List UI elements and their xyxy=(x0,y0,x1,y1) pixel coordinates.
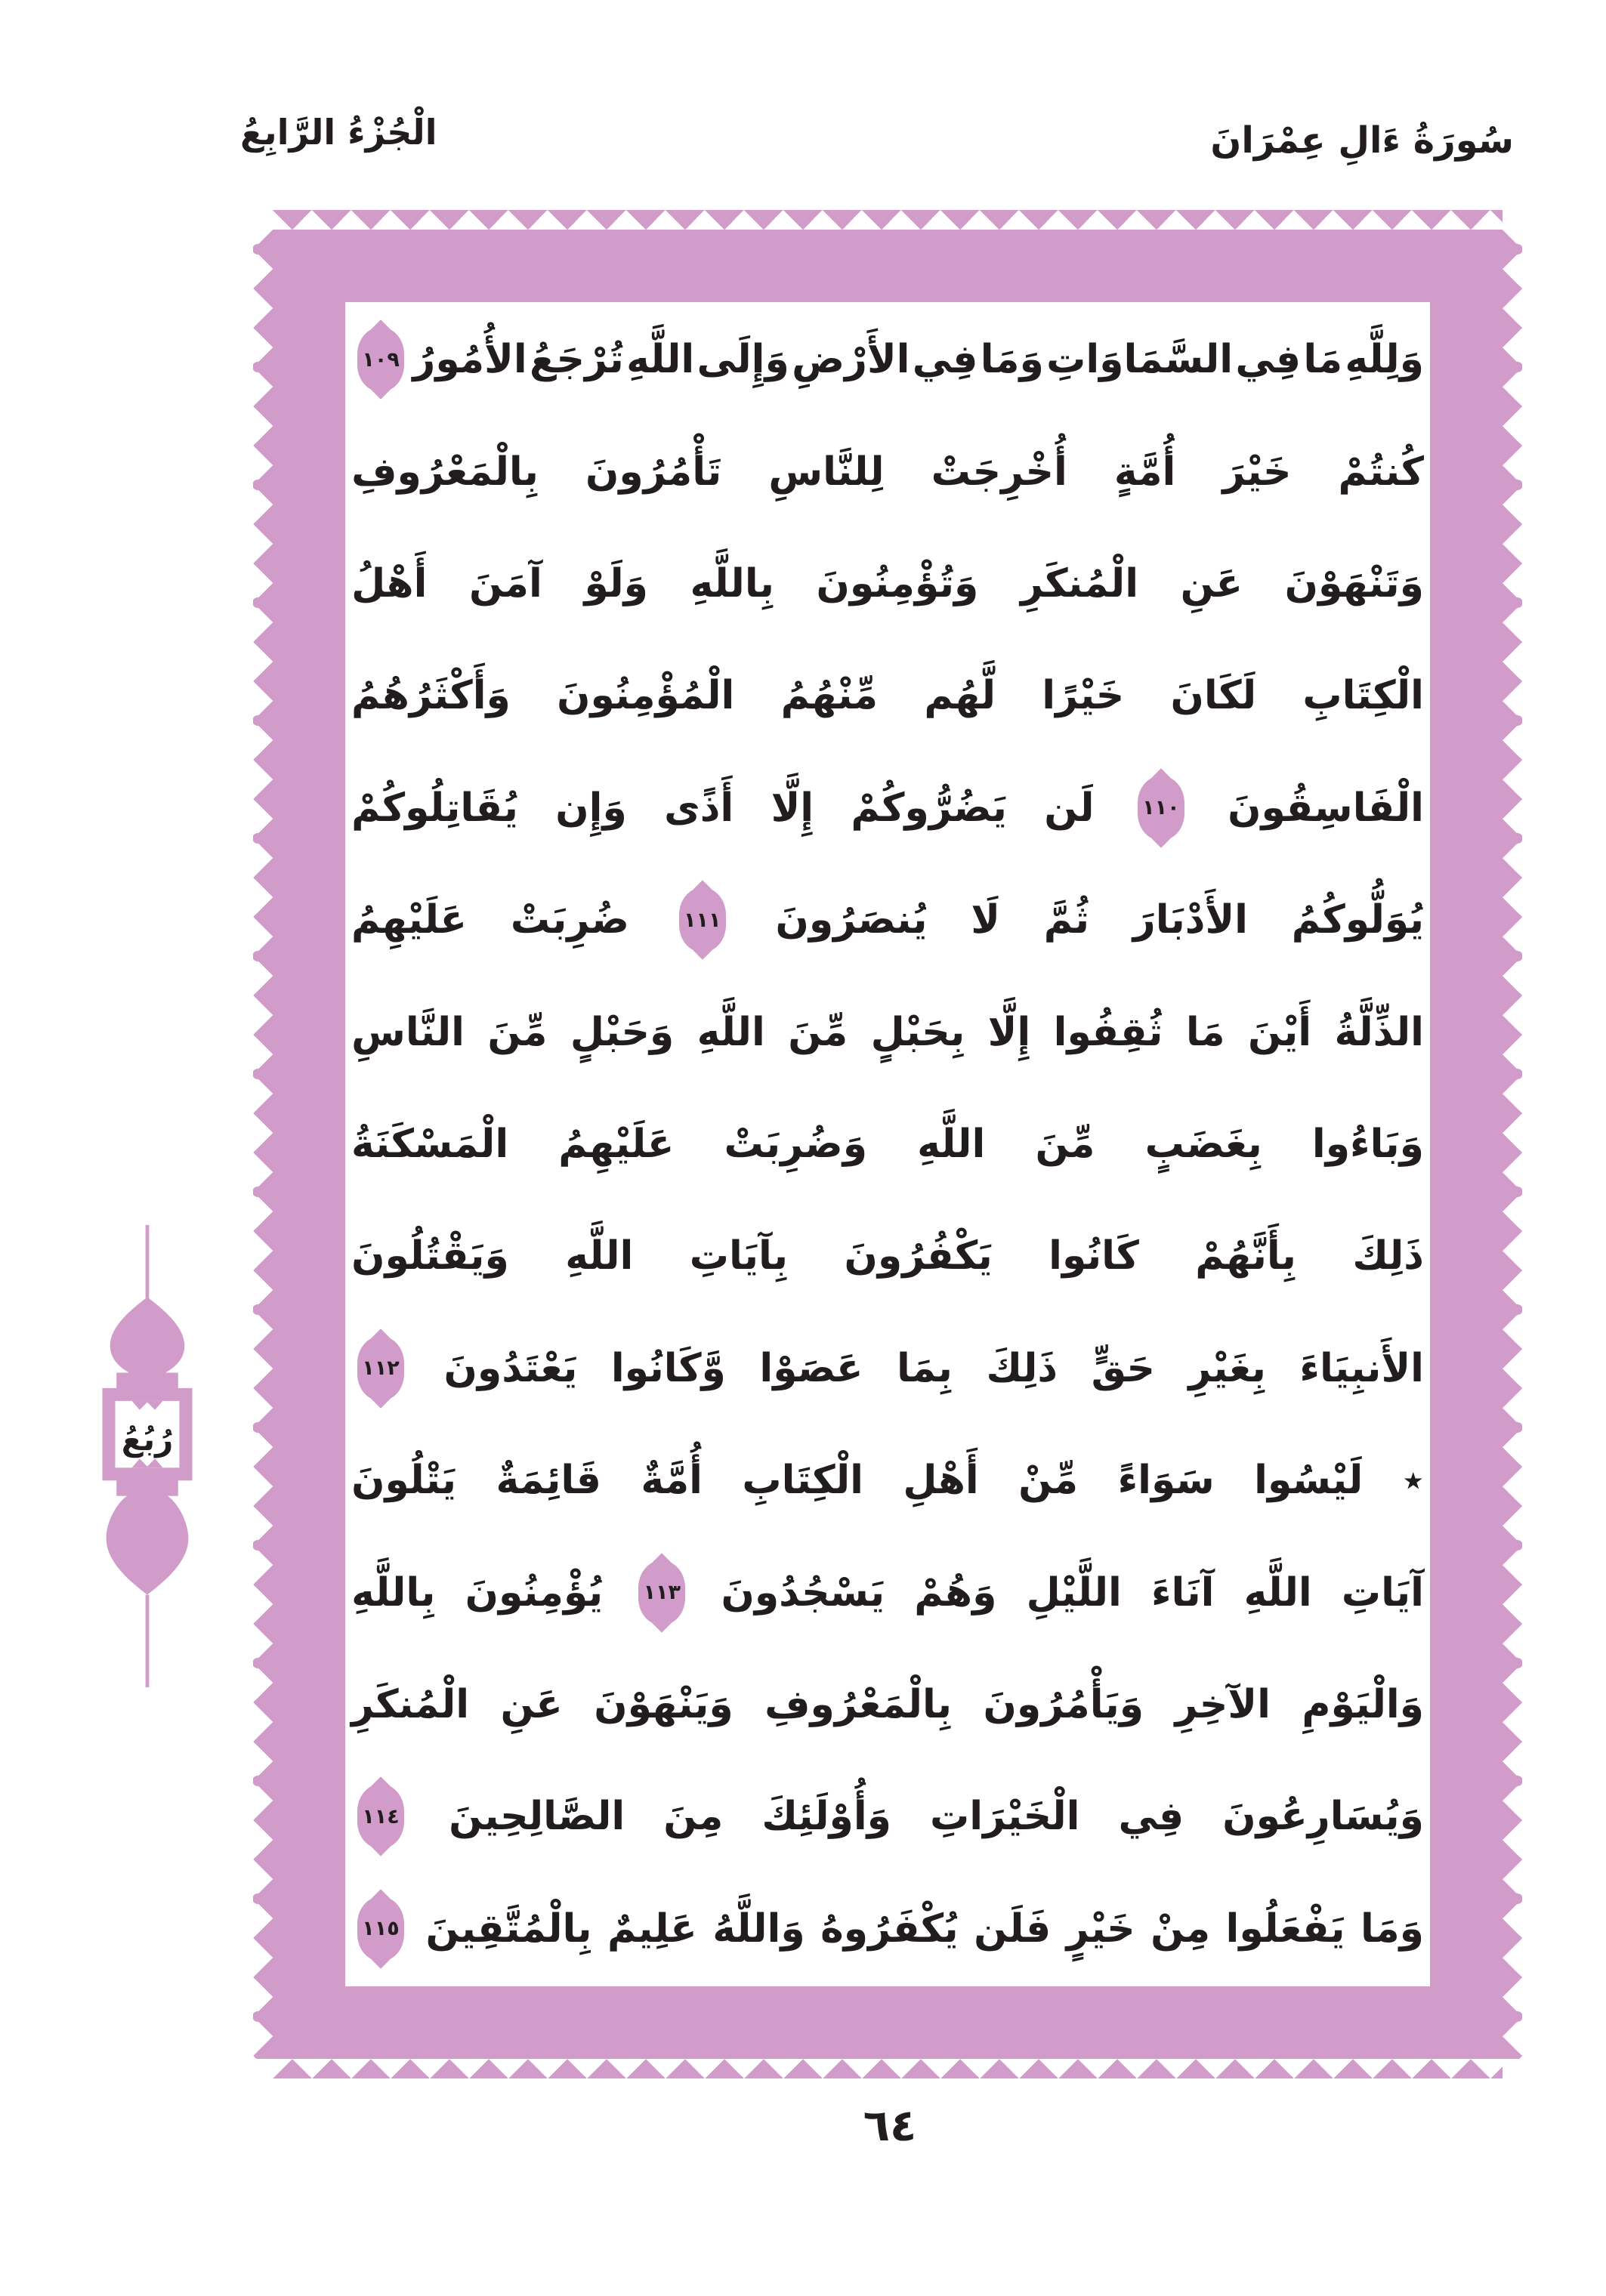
frame-zigzag-top xyxy=(273,210,1503,230)
verse-word: وَيَنْهَوْنَ xyxy=(594,1682,734,1728)
verse-word: الْكِتَابِ xyxy=(1302,673,1424,719)
verse-word: يَتْلُونَ xyxy=(351,1458,457,1504)
verse-word: بِغَضَبٍ xyxy=(1144,1122,1262,1168)
verse-word: وَضُرِبَتْ xyxy=(724,1122,868,1168)
verse-word: مِّنَ xyxy=(487,1009,548,1055)
verse-word: عَلِيمٌ xyxy=(607,1906,697,1952)
verse-word: مَا xyxy=(1185,1009,1225,1055)
verse-word: لَن xyxy=(1044,785,1095,831)
verse-word: مِّنْ xyxy=(1018,1458,1079,1504)
verse-word: وَأُوْلَئِكَ xyxy=(761,1794,891,1840)
verse-word: مِّنْهُمُ xyxy=(780,673,879,719)
quran-line xyxy=(351,1088,1424,1200)
verse-word: آمَنَ xyxy=(469,561,542,607)
quran-line xyxy=(351,1649,1424,1761)
verse-word: مِّنَ xyxy=(1035,1122,1095,1168)
quarter-label: رُبُعُ xyxy=(121,1420,174,1458)
verse-word: الْمُؤْمِنُونَ xyxy=(557,673,735,719)
quran-line xyxy=(351,752,1424,864)
verse-word: الْفَاسِقُونَ xyxy=(1228,785,1424,831)
verse-word: الذِّلَّةُ xyxy=(1334,1009,1424,1055)
verse-word: الْخَيْرَاتِ xyxy=(930,1794,1080,1840)
verse-word: عَلَيْهِمُ xyxy=(558,1122,675,1168)
verse-word: بِالْمُتَّقِينَ xyxy=(425,1906,592,1952)
quran-line xyxy=(351,528,1424,640)
verse-word: وَالْيَوْمِ xyxy=(1302,1682,1424,1728)
verse-word: لَّهُم xyxy=(924,673,996,719)
verse-word: وَاللَّهُ xyxy=(712,1906,805,1952)
verse-number: ١١٣ xyxy=(643,1581,681,1605)
verse-word: بِغَيْرِ xyxy=(1188,1345,1266,1391)
verse-word: وَحَبْلٍ xyxy=(570,1009,675,1055)
verse-word: وَإِن xyxy=(555,785,627,831)
surah-title: سُورَةُ ءَالِ عِمْرَانَ xyxy=(1210,119,1514,162)
verse-word: بِمَا xyxy=(897,1345,953,1391)
verse-word: الأَنبِيَاءَ xyxy=(1299,1345,1424,1391)
verse-word: مَا xyxy=(1303,337,1343,383)
page-number: ٦٤ xyxy=(863,2100,917,2151)
quran-line xyxy=(351,1536,1424,1648)
quran-line xyxy=(351,1313,1424,1424)
verse-word: يُؤْمِنُونَ xyxy=(465,1569,604,1616)
verse-word: وَلَوْ xyxy=(584,561,648,607)
verse-word: الأُمُورُ xyxy=(412,337,527,383)
verse-word: عَنِ xyxy=(500,1682,563,1728)
frame-zigzag-left xyxy=(253,230,273,2059)
verse-word: اللَّهِ xyxy=(565,1233,634,1279)
verse-word: وَيَأْمُرُونَ xyxy=(983,1682,1144,1728)
verse-word: ذَلِكَ xyxy=(986,1345,1058,1391)
verse-word: مِنَ xyxy=(663,1794,724,1840)
verse-word: يَكْفُرُونَ xyxy=(844,1233,993,1279)
frame-zigzag-bottom xyxy=(273,2059,1503,2078)
verse-word: وَبَاءُوا xyxy=(1311,1122,1424,1168)
verse-word: الأَدْبَارَ xyxy=(1132,897,1248,943)
verse-word: أَهْلُ xyxy=(351,561,428,607)
verse-number: ١١٢ xyxy=(362,1356,400,1381)
verse-word: سَوَاءً xyxy=(1117,1458,1215,1504)
verse-word: الْمَسْكَنَةُ xyxy=(351,1122,509,1168)
verse-word: تُرْجَعُ xyxy=(529,337,624,383)
verse-word: أُمَّةٍ xyxy=(1113,449,1176,495)
verse-word: تَأْمُرُونَ xyxy=(585,449,722,495)
verse-word: اللَّيْلِ xyxy=(1026,1569,1122,1616)
verse-marker xyxy=(357,1896,404,1961)
verse-word: ٭ xyxy=(1402,1458,1424,1504)
verse-word: وَتُؤْمِنُونَ xyxy=(816,561,979,607)
verse-word: وَمَا xyxy=(1360,1906,1424,1952)
verse-word: وَّكَانُوا xyxy=(610,1345,726,1391)
verse-word: أُمَّةٌ xyxy=(641,1458,703,1504)
verse-word: يُكْفَرُوهُ xyxy=(820,1906,959,1952)
verse-word: فِي xyxy=(1235,337,1302,383)
verse-word: يُنصَرُونَ xyxy=(775,897,928,943)
verse-number: ١٠٩ xyxy=(362,347,400,372)
verse-word: آنَاءَ xyxy=(1150,1569,1215,1616)
verse-word: وَإِلَى xyxy=(696,337,789,383)
verse-word: خَيْرًا xyxy=(1042,673,1125,719)
verse-marker xyxy=(638,1560,685,1625)
verse-word: وَلِلَّهِ xyxy=(1345,337,1424,383)
verse-word: اللَّهِ xyxy=(1243,1569,1312,1616)
verse-marker xyxy=(357,1336,404,1401)
verse-word: الْمُنكَرِ xyxy=(351,1682,470,1728)
verse-word: حَقٍّ xyxy=(1091,1345,1155,1391)
verse-word: وَأَكْثَرُهُمُ xyxy=(351,673,511,719)
verse-word: عَصَوْا xyxy=(759,1345,863,1391)
verse-marker xyxy=(679,887,726,952)
quran-text-block xyxy=(351,304,1424,1985)
verse-word: اللَّهِ xyxy=(626,337,695,383)
verse-number: ١١٠ xyxy=(1142,796,1180,820)
verse-word: بِاللَّهِ xyxy=(351,1569,436,1616)
quran-line xyxy=(351,415,1424,527)
verse-word: فَلَن xyxy=(974,1906,1052,1952)
juz-title: الْجُزْءُ الرَّابِعُ xyxy=(240,112,437,153)
verse-word: عَنِ xyxy=(1180,561,1243,607)
verse-word: يَسْجُدُونَ xyxy=(721,1569,885,1616)
quran-line xyxy=(351,864,1424,976)
verse-word: آيَاتِ xyxy=(1341,1569,1424,1616)
frame-zigzag-right xyxy=(1503,230,1522,2059)
verse-word: الآخِرِ xyxy=(1175,1682,1271,1728)
verse-word: الْمُنكَرِ xyxy=(1021,561,1139,607)
verse-marker xyxy=(357,1784,404,1849)
verse-word: الأَرْضِ xyxy=(792,337,910,383)
verse-word: إِلَّا xyxy=(771,785,814,831)
quran-line xyxy=(351,1200,1424,1312)
verse-word: ضُرِبَتْ xyxy=(510,897,629,943)
verse-word: وَيُسَارِعُونَ xyxy=(1222,1794,1424,1840)
verse-word: وَمَا xyxy=(980,337,1044,383)
verse-marker xyxy=(1138,776,1184,841)
quran-line xyxy=(351,640,1424,751)
quran-line xyxy=(351,1761,1424,1872)
verse-word: الْكِتَابِ xyxy=(742,1458,863,1504)
verse-word: أَيْنَ xyxy=(1247,1009,1312,1055)
verse-word: بِأَنَّهُمْ xyxy=(1195,1233,1296,1279)
verse-word: يَعْتَدُونَ xyxy=(443,1345,578,1391)
verse-word: الصَّالِحِينَ xyxy=(449,1794,625,1840)
verse-word: السَّمَاوَاتِ xyxy=(1046,337,1234,383)
verse-word: فِي xyxy=(1118,1794,1184,1840)
quran-line xyxy=(351,1424,1424,1536)
verse-word: لَكَانَ xyxy=(1170,673,1257,719)
verse-word: اللَّهِ xyxy=(917,1122,986,1168)
verse-word: يَضُرُّوكُمْ xyxy=(851,785,1007,831)
verse-word: وَهُمْ xyxy=(914,1569,997,1616)
verse-word: ثُقِفُوا xyxy=(1053,1009,1163,1055)
verse-word: ذَلِكَ xyxy=(1352,1233,1424,1279)
verse-word: فِي xyxy=(912,337,978,383)
verse-word: وَتَنْهَوْنَ xyxy=(1284,561,1424,607)
verse-word: يَفْعَلُوا xyxy=(1225,1906,1345,1952)
quran-line xyxy=(351,304,1424,415)
verse-marker xyxy=(357,327,404,392)
verse-word: خَيْرَ xyxy=(1222,449,1292,495)
verse-word: النَّاسِ xyxy=(351,1009,465,1055)
verse-word: بِالْمَعْرُوفِ xyxy=(351,449,539,495)
verse-word: بِاللَّهِ xyxy=(690,561,774,607)
verse-word: كُنتُمْ xyxy=(1338,449,1424,495)
verse-word: لَيْسُوا xyxy=(1254,1458,1364,1504)
verse-word: قَائِمَةٌ xyxy=(496,1458,601,1504)
verse-word: مِّنَ xyxy=(788,1009,848,1055)
verse-word: لِلنَّاسِ xyxy=(768,449,885,495)
verse-word: يُقَاتِلُوكُمْ xyxy=(351,785,518,831)
verse-word: ثُمَّ xyxy=(1043,897,1090,943)
quran-line xyxy=(351,1873,1424,1985)
verse-word: لَا xyxy=(971,897,1000,943)
verse-word: بِالْمَعْرُوفِ xyxy=(764,1682,953,1728)
quran-line xyxy=(351,976,1424,1088)
verse-word: أُخْرِجَتْ xyxy=(931,449,1067,495)
verse-word: عَلَيْهِمُ xyxy=(351,897,468,943)
verse-word: يُوَلُّوكُمُ xyxy=(1291,897,1424,943)
verse-number: ١١٤ xyxy=(362,1804,400,1828)
verse-word: خَيْرٍ xyxy=(1066,1906,1135,1952)
verse-number: ١١٥ xyxy=(362,1917,400,1941)
verse-word: كَانُوا xyxy=(1049,1233,1139,1279)
verse-word: أَذًى xyxy=(664,785,734,831)
verse-word: وَيَقْتُلُونَ xyxy=(351,1233,509,1279)
verse-word: أَهْلِ xyxy=(903,1458,979,1504)
verse-word: اللَّهِ xyxy=(696,1009,765,1055)
verse-word: مِنْ xyxy=(1150,1906,1211,1952)
verse-word: إِلَّا xyxy=(987,1009,1031,1055)
verse-number: ١١١ xyxy=(684,908,721,932)
verse-word: بِآيَاتِ xyxy=(689,1233,789,1279)
verse-word: بِحَبْلٍ xyxy=(870,1009,965,1055)
